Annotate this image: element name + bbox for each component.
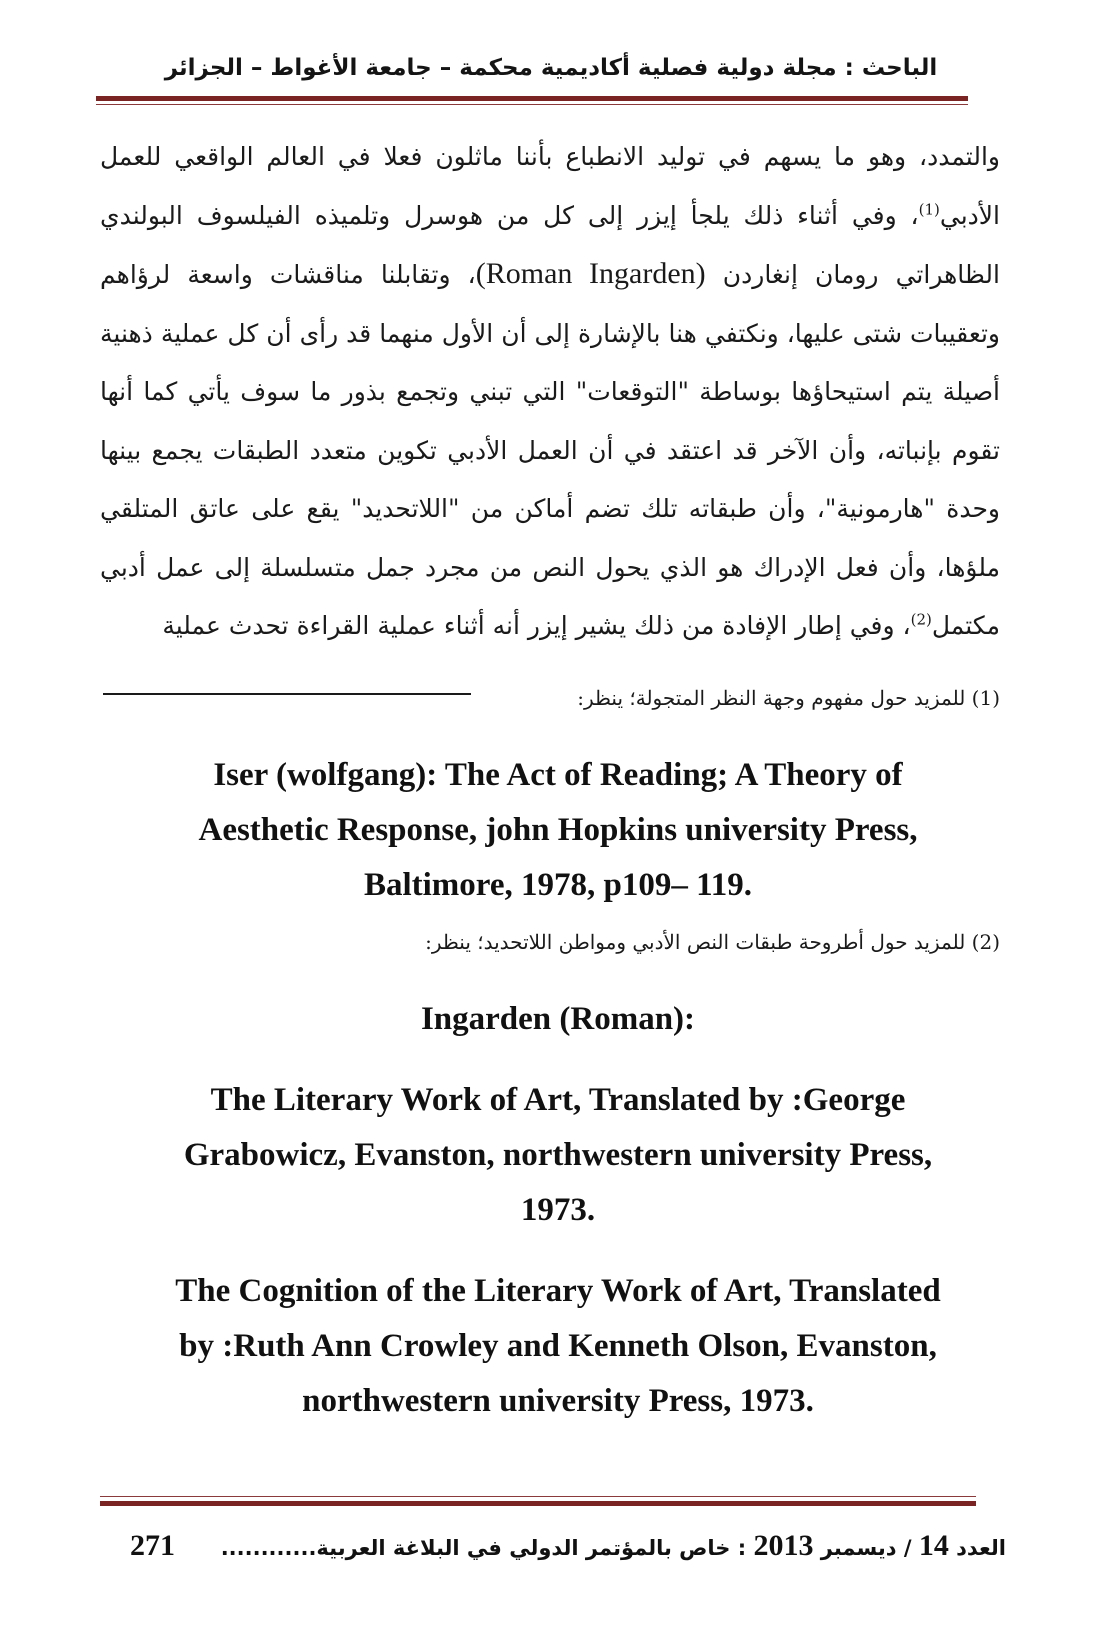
issue-slash: / bbox=[903, 1536, 912, 1560]
ref-line: Aesthetic Response, john Hopkins university Press, bbox=[198, 812, 918, 848]
ref-line: by :Ruth Ann Crowley and Kenneth Olson, Evanston, bbox=[179, 1328, 937, 1364]
footnote-ref-1: (1) bbox=[918, 200, 940, 219]
latin-name: (Roman Ingarden) bbox=[475, 257, 706, 290]
body-text-part-2: ، وفي أثناء ذلك يلجأ إيزر إلى كل من هوسرل وتلميذه الفيلسوف البولندي الظاهراتي رومان إنغاردن bbox=[100, 200, 1000, 289]
running-head: الباحث : مجلة دولية فصلية أكاديمية محكمة – جامعة الأغواط – الجزائر bbox=[164, 55, 938, 81]
ref-line: Iser (wolfgang): The Act of Reading; A Theory of bbox=[213, 757, 903, 793]
footer-rule-thick bbox=[100, 1501, 976, 1506]
ref-line: The Literary Work of Art, Translated by :George bbox=[210, 1082, 906, 1118]
footnote-2-reference-1 bbox=[100, 1073, 1016, 1238]
issue-info bbox=[221, 1526, 1006, 1568]
footnote-2-intro: (2) للمزيد حول أطروحة طبقات النص الأدبي ومواطن اللاتحديد؛ ينظر: bbox=[425, 930, 1000, 954]
footnote-ref-2: (2) bbox=[910, 610, 932, 629]
header-rule-thin bbox=[96, 104, 968, 105]
footer-rule-thin bbox=[100, 1496, 976, 1497]
footer-dots: ............ bbox=[220, 1536, 317, 1560]
ref-line: 1973. bbox=[520, 1192, 596, 1228]
body-paragraph bbox=[100, 128, 1000, 656]
issue-note: : خاص بالمؤتمر الدولي في البلاغة العربية bbox=[316, 1536, 747, 1560]
body-text-part-1: والتمدد، وهو ما يسهم في توليد الانطباع بأننا ماثلون فعلا في العالم الواقعي للعمل الأدبي bbox=[100, 142, 1000, 230]
ref-line: northwestern university Press, 1973. bbox=[302, 1383, 814, 1419]
body-text-part-4: ، وفي إطار الإفادة من ذلك يشير إيزر أنه أثناء عملية القراءة تحدث عملية bbox=[162, 611, 911, 640]
footnote-1-reference bbox=[100, 748, 1016, 913]
footnote-2-reference-2 bbox=[100, 1264, 1016, 1429]
header-rule-thick bbox=[96, 96, 968, 101]
ref-line: Grabowicz, Evanston, northwestern university Press, bbox=[183, 1137, 933, 1173]
footnote-2-author: Ingarden (Roman): bbox=[420, 1001, 696, 1037]
page-number: 271 bbox=[130, 1529, 175, 1562]
footnote-1-intro: (1) للمزيد حول مفهوم وجهة النظر المتجولة؛ ينظر: bbox=[577, 686, 1000, 710]
ref-line: The Cognition of the Literary Work of Art, Translated bbox=[175, 1273, 941, 1309]
issue-number: 14 bbox=[918, 1529, 949, 1562]
issue-label: العدد bbox=[956, 1536, 1006, 1560]
body-text-part-3: ، وتقابلنا مناقشات واسعة لرؤاهم وتعقيبات شتى عليها، ونكتفي هنا بالإشارة إلى أن الأول منهما قد رأى أن كل عملية ذهنية أصيلة يتم استيحاؤها بوساطة "التوقعات" التي تبني وتجمع بذور ما سوف يأتي كما أنها تقوم بإنباته، وأن الآخر قد اعتقد في أن العمل الأدبي تكوين متعدد الطبقات يجمع بينها وحدة "هارمونية"، وأن طبقاته تلك تضم أماكن من "اللاتحديد" يقع على عاتق المتلقي ملؤها، وأن فعل الإدراك هو الذي يحول النص من مجرد جمل متسلسلة إلى عمل أدبي مكتمل bbox=[100, 260, 1000, 640]
issue-month: ديسمبر bbox=[820, 1536, 897, 1560]
page-footer bbox=[100, 1526, 1006, 1566]
ref-line: Baltimore, 1978, p109– 119. bbox=[363, 867, 753, 903]
issue-year: 2013 bbox=[753, 1529, 814, 1562]
